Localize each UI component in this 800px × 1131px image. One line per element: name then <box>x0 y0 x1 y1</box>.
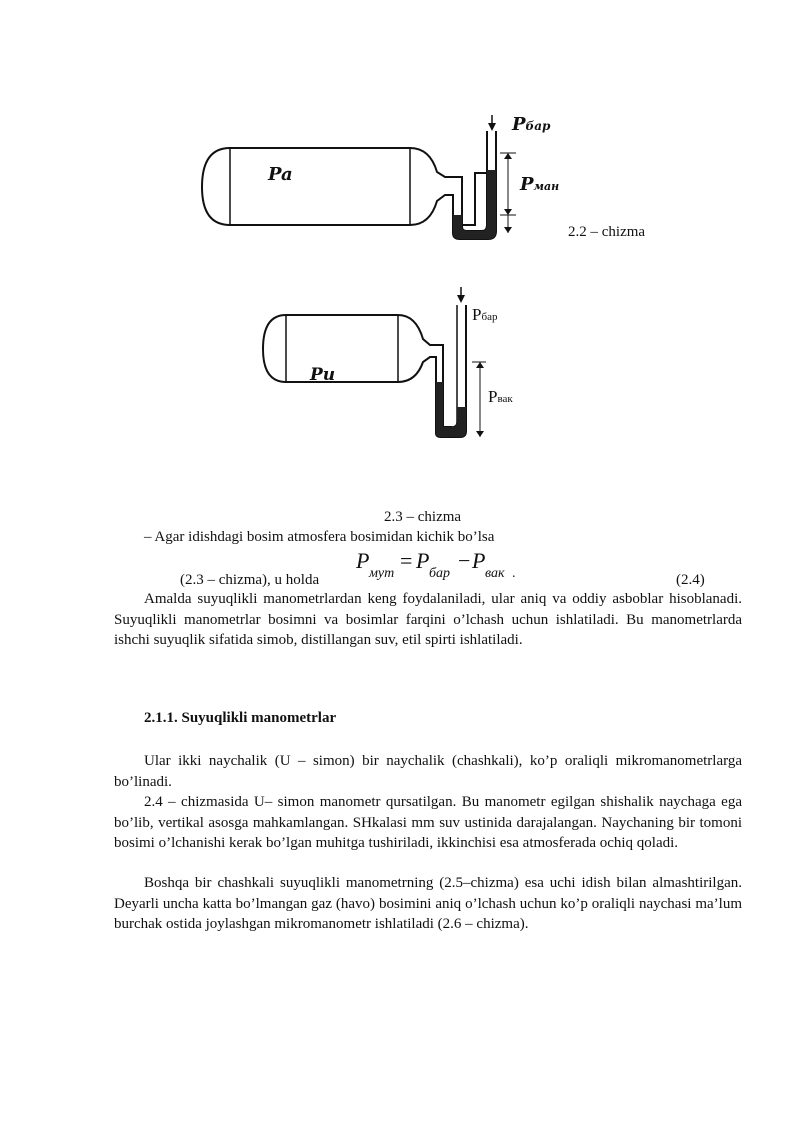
vessel-label-pu: Pu <box>310 365 336 385</box>
formula-2-4: P мут = P бар − P вак . <box>356 548 516 581</box>
figure-2-3-vacuummeter <box>258 287 508 442</box>
p-bar-label: Pбар <box>512 114 551 135</box>
section-heading: 2.1.1. Suyuqlikli manometrlar <box>144 710 337 726</box>
paragraph-1: Amalda suyuqlikli manometrlardan keng foydalaniladi, ular aniq va oddiy asboblar hisoblanadi. Suyuqlikli manometrlar bosimni va bosimlar farqini o’lchash uchun ishlatiladi. Bu manometrlarda ishchi suyuqlik sifatida simob, distillangan suv, etil spirti ishlatiladi. <box>114 591 742 648</box>
p-man-label: Pман <box>520 174 560 195</box>
paragraph-3: 2.4 – chizmasida U– simon manometr qursatilgan. Bu manometr egilgan shishalik naychaga ega bo’lib, vertikal asosga mahkamlangan. SHkalasi mm suv ustinida darajalangan. Naychaning bir tomoni bosimi o’lchanishi kerak bo’lgan muhitga tushiriladi, ikkinchisi esa atmosferada ochiq qoladi. <box>114 794 742 851</box>
p-bar-label-2: Pбар <box>472 305 498 324</box>
paragraph-2: Ular ikki naychalik (U – simon) bir naychalik (chashkali), ko’p oraliqli mikromanometrlarga bo’linadi. <box>114 753 742 790</box>
p-vak-label: Pвак <box>488 387 513 406</box>
vacuum-mercury-fill <box>436 382 466 437</box>
figure-2-2-caption: 2.2 – chizma <box>568 224 646 240</box>
vessel-label-pa: Pa <box>268 164 293 185</box>
line-agar: – Agar idishdagi bosim atmosfera bosimidan kichik bo’lsa <box>144 529 495 545</box>
formula-number: (2.4) <box>676 572 705 588</box>
formula-lead: (2.3 – chizma), u holda <box>180 572 320 588</box>
vessel-outline <box>230 148 490 225</box>
paragraph-4: Boshqa bir chashkali suyuqlikli manometrning (2.5–chizma) esa uchi idish bilan almashtirilgan. Deyarli uncha katta bo’lmangan gaz (havo) bosimini aniq o’lchash uchun ko’p oraliqli naychasi ma’lum burchak ostida joylashgan mikromanometr ishlatiladi (2.6 – chizma). <box>114 875 742 932</box>
figure-2-3-caption: 2.3 – chizma <box>384 509 462 525</box>
